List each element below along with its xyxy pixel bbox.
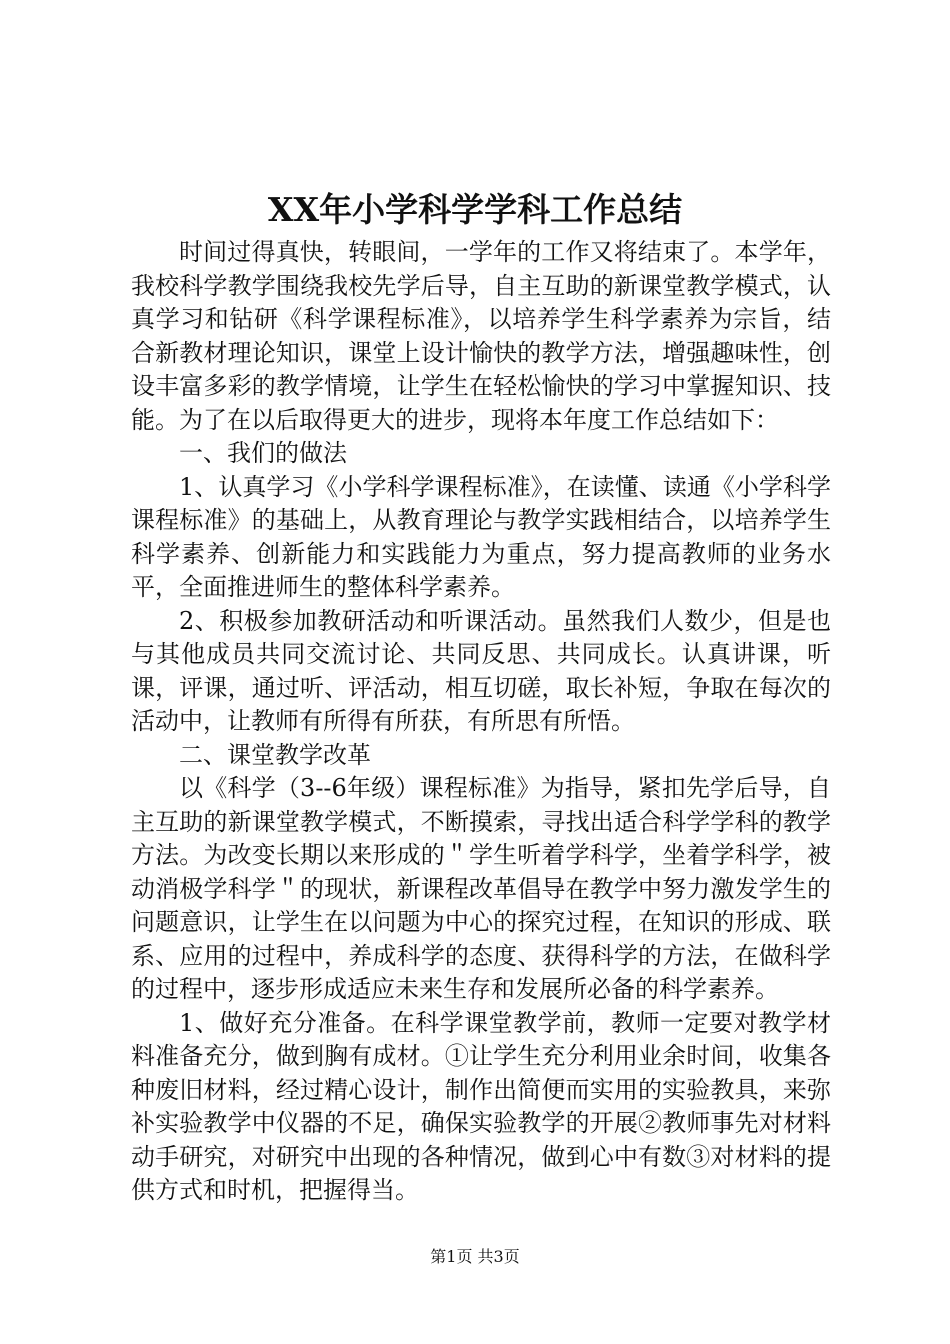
intro-paragraph: 时间过得真快，转眼间，一学年的工作又将结束了。本学年，我校科学教学围绕我校先学后导，自主互助的新课堂教学模式，认真学习和钻研《科学课程标准》，以培养学生科学素养为宗旨，结合新教材理论知识，课堂上设计愉快的教学方法，增强趣味性，创设丰富多彩的教学情境，让学生在轻松愉快的学习中掌握知识、技能。为了在以后取得更大的进步，现将本年度工作总结如下： — [131, 238, 831, 434]
document-title: XX年小学科学学科工作总结 — [267, 190, 683, 229]
page-footer: 第1页 共3页 — [430, 1247, 520, 1266]
practice-item-2: 2、积极参加教研活动和听课活动。虽然我们人数少，但是也与其他成员共同交流讨论、共同反思、共同成长。认真讲课，听课，评课，通过听、评活动，相互切磋，取长补短，争取在每次的活动中，让教师有所得有所获，有所思有所悟。 — [131, 606, 831, 735]
document-body — [131, 236, 831, 1208]
reform-paragraph: 以《科学（3--6年级）课程标准》为指导，紧扣先学后导，自主互助的新课堂教学模式，不断摸索，寻找出适合科学学科的教学方法。为改变长期以来形成的＂学生听着学科学，坐着学科学，被动消极学科学＂的现状，新课程改革倡导在教学中努力激发学生的问题意识，让学生在以问题为中心的探究过程，在知识的形成、联系、应用的过程中，养成科学的态度、获得科学的方法，在做科学的过程中，逐步形成适应未来生存和发展所必备的科学素养。 — [131, 774, 831, 1003]
reform-item-1: 1、做好充分准备。在科学课堂教学前，教师一定要对教学材料准备充分，做到胸有成材。①让学生充分利用业余时间，收集各种废旧材料，经过精心设计，制作出简便而实用的实验教具，来弥补实验教学中仪器的不足，确保实验教学的开展②教师事先对材料动手研究，对研究中出现的各种情况，做到心中有数③对材料的提供方式和时机，把握得当。 — [131, 1008, 831, 1204]
section-heading-reform: 二、课堂教学改革 — [179, 740, 371, 769]
practice-item-1: 1、认真学习《小学科学课程标准》，在读懂、读通《小学科学课程标准》的基础上，从教育理论与教学实践相结合，以培养学生科学素养、创新能力和实践能力为重点，努力提高教师的业务水平，全面推进师生的整体科学素养。 — [131, 472, 831, 601]
section-heading-practices: 一、我们的做法 — [179, 439, 347, 467]
